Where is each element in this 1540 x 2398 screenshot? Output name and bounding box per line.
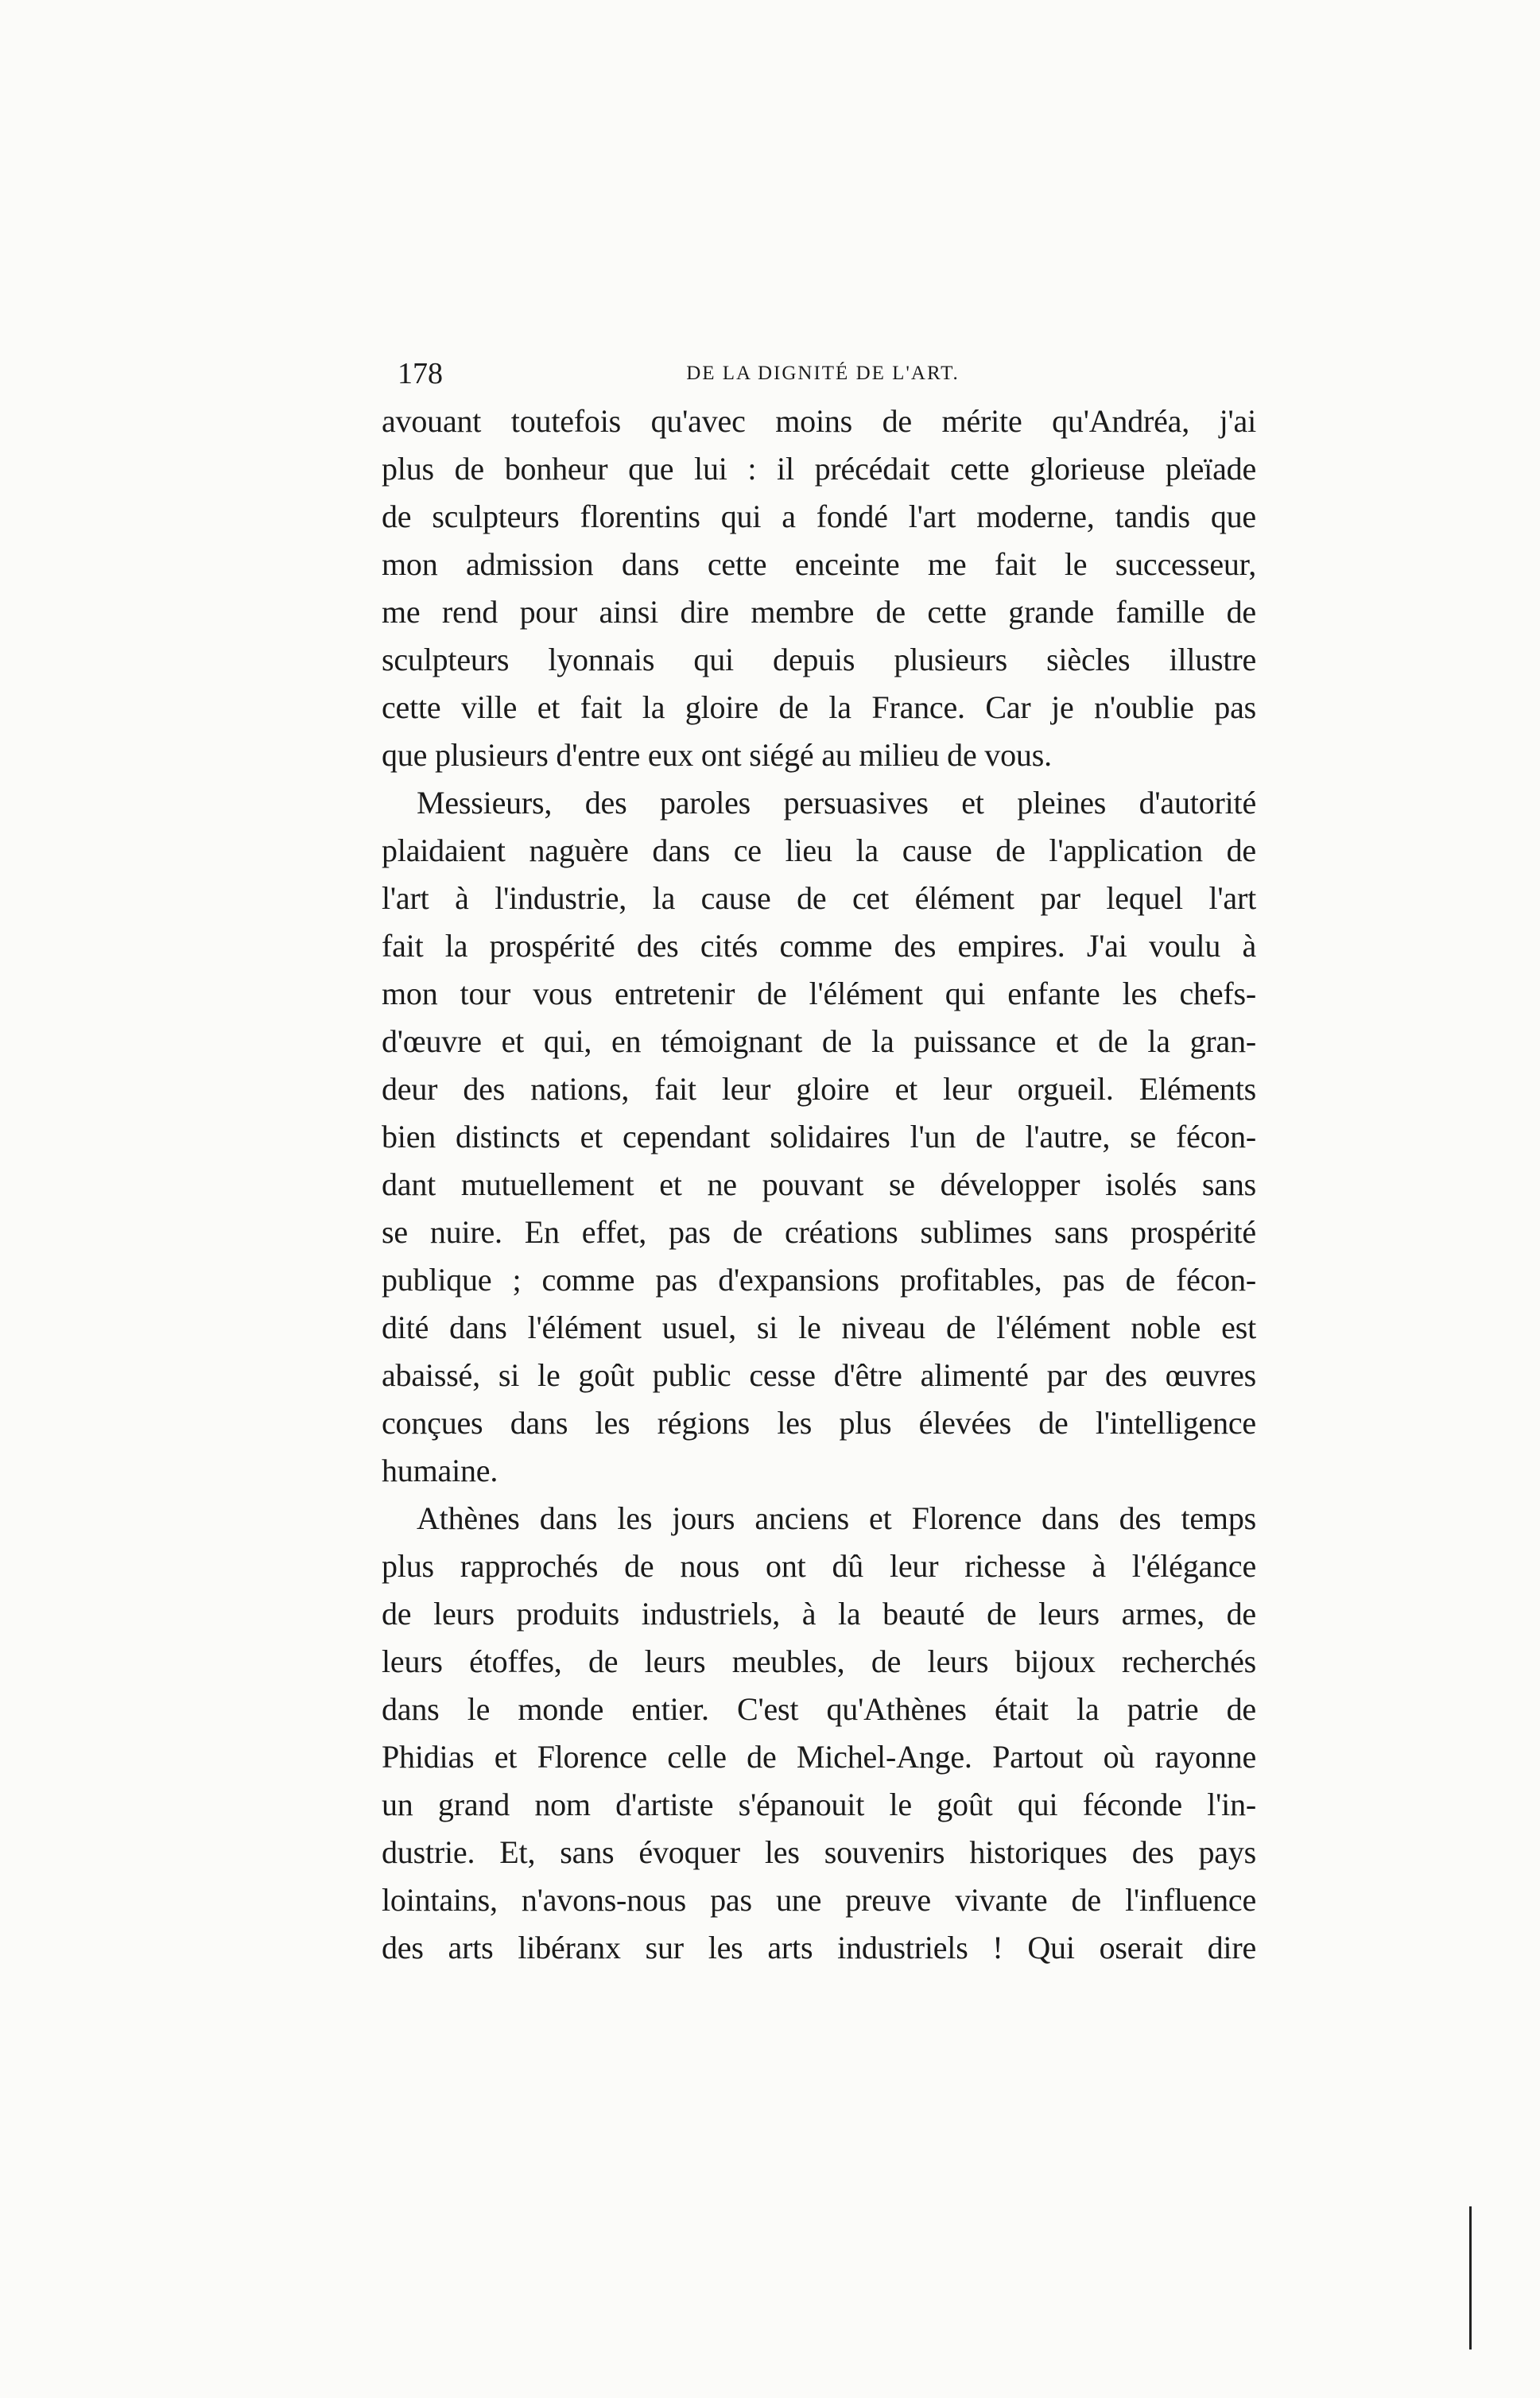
text-line: mon admission dans cette enceinte me fait le successeur,: [382, 546, 1256, 582]
text-line: publique ; comme pas d'expansions profitables, pas de fécon-: [382, 1262, 1256, 1298]
text-line: sculpteurs lyonnais qui depuis plusieurs siècles illustre: [382, 642, 1256, 677]
running-title: DE LA DIGNITÉ DE L'ART.: [686, 363, 960, 384]
text-line: avouant toutefois qu'avec moins de mérite qu'Andréa, j'ai: [382, 403, 1256, 439]
text-line: me rend pour ainsi dire membre de cette grande famille de: [382, 594, 1256, 630]
text-line: dustrie. Et, sans évoquer les souvenirs historiques des pays: [382, 1834, 1256, 1870]
page-header: [398, 350, 1248, 398]
body-text: [382, 398, 1256, 1972]
text-line: plus de bonheur que lui : il précédait cette glorieuse pleïade: [382, 451, 1256, 487]
text-line: un grand nom d'artiste s'épanouit le goût qui féconde l'in-: [382, 1787, 1256, 1822]
text-line: Phidias et Florence celle de Michel-Ange. Partout où rayonne: [382, 1739, 1256, 1775]
text-line: leurs étoffes, de leurs meubles, de leurs bijoux recherchés: [382, 1643, 1256, 1679]
paragraph-start-line: Athènes dans les jours anciens et Florence dans des temps: [417, 1500, 1256, 1536]
text-line: d'œuvre et qui, en témoignant de la puissance et de la gran-: [382, 1023, 1256, 1059]
text-line: fait la prospérité des cités comme des empires. J'ai voulu à: [382, 928, 1256, 964]
text-line: lointains, n'avons-nous pas une preuve vivante de l'influence: [382, 1882, 1256, 1918]
text-line: cette ville et fait la gloire de la France. Car je n'oublie pas: [382, 689, 1256, 725]
paragraph-start-line: Messieurs, des paroles persuasives et pleines d'autorité: [417, 785, 1256, 821]
text-line: dant mutuellement et ne pouvant se développer isolés sans: [382, 1166, 1256, 1202]
text-line: se nuire. En effet, pas de créations sublimes sans prospérité: [382, 1214, 1256, 1250]
text-line: de sculpteurs florentins qui a fondé l'art moderne, tandis que: [382, 499, 1256, 534]
text-line: dité dans l'élément usuel, si le niveau de l'élément noble est: [382, 1310, 1256, 1345]
text-line: humaine.: [382, 1453, 498, 1488]
text-line: que plusieurs d'entre eux ont siégé au milieu de vous.: [382, 737, 1052, 773]
text-line: conçues dans les régions les plus élevées de l'intelligence: [382, 1405, 1256, 1441]
text-line: des arts libéranx sur les arts industriels ! Qui oserait dire: [382, 1930, 1256, 1965]
text-line: abaissé, si le goût public cesse d'être alimenté par des œuvres: [382, 1357, 1256, 1393]
margin-rule: [1469, 2206, 1472, 2349]
page-number: 178: [398, 357, 443, 390]
text-line: l'art à l'industrie, la cause de cet élément par lequel l'art: [382, 880, 1256, 916]
text-line: mon tour vous entretenir de l'élément qui enfante les chefs-: [382, 976, 1256, 1011]
text-line: deur des nations, fait leur gloire et leur orgueil. Eléments: [382, 1071, 1256, 1107]
text-line: plaidaient naguère dans ce lieu la cause de l'application de: [382, 832, 1256, 868]
text-line: dans le monde entier. C'est qu'Athènes était la patrie de: [382, 1691, 1256, 1727]
text-line: plus rapprochés de nous ont dû leur richesse à l'élégance: [382, 1548, 1256, 1584]
text-line: bien distincts et cependant solidaires l'un de l'autre, se fécon-: [382, 1119, 1256, 1154]
text-line: de leurs produits industriels, à la beauté de leurs armes, de: [382, 1596, 1256, 1632]
